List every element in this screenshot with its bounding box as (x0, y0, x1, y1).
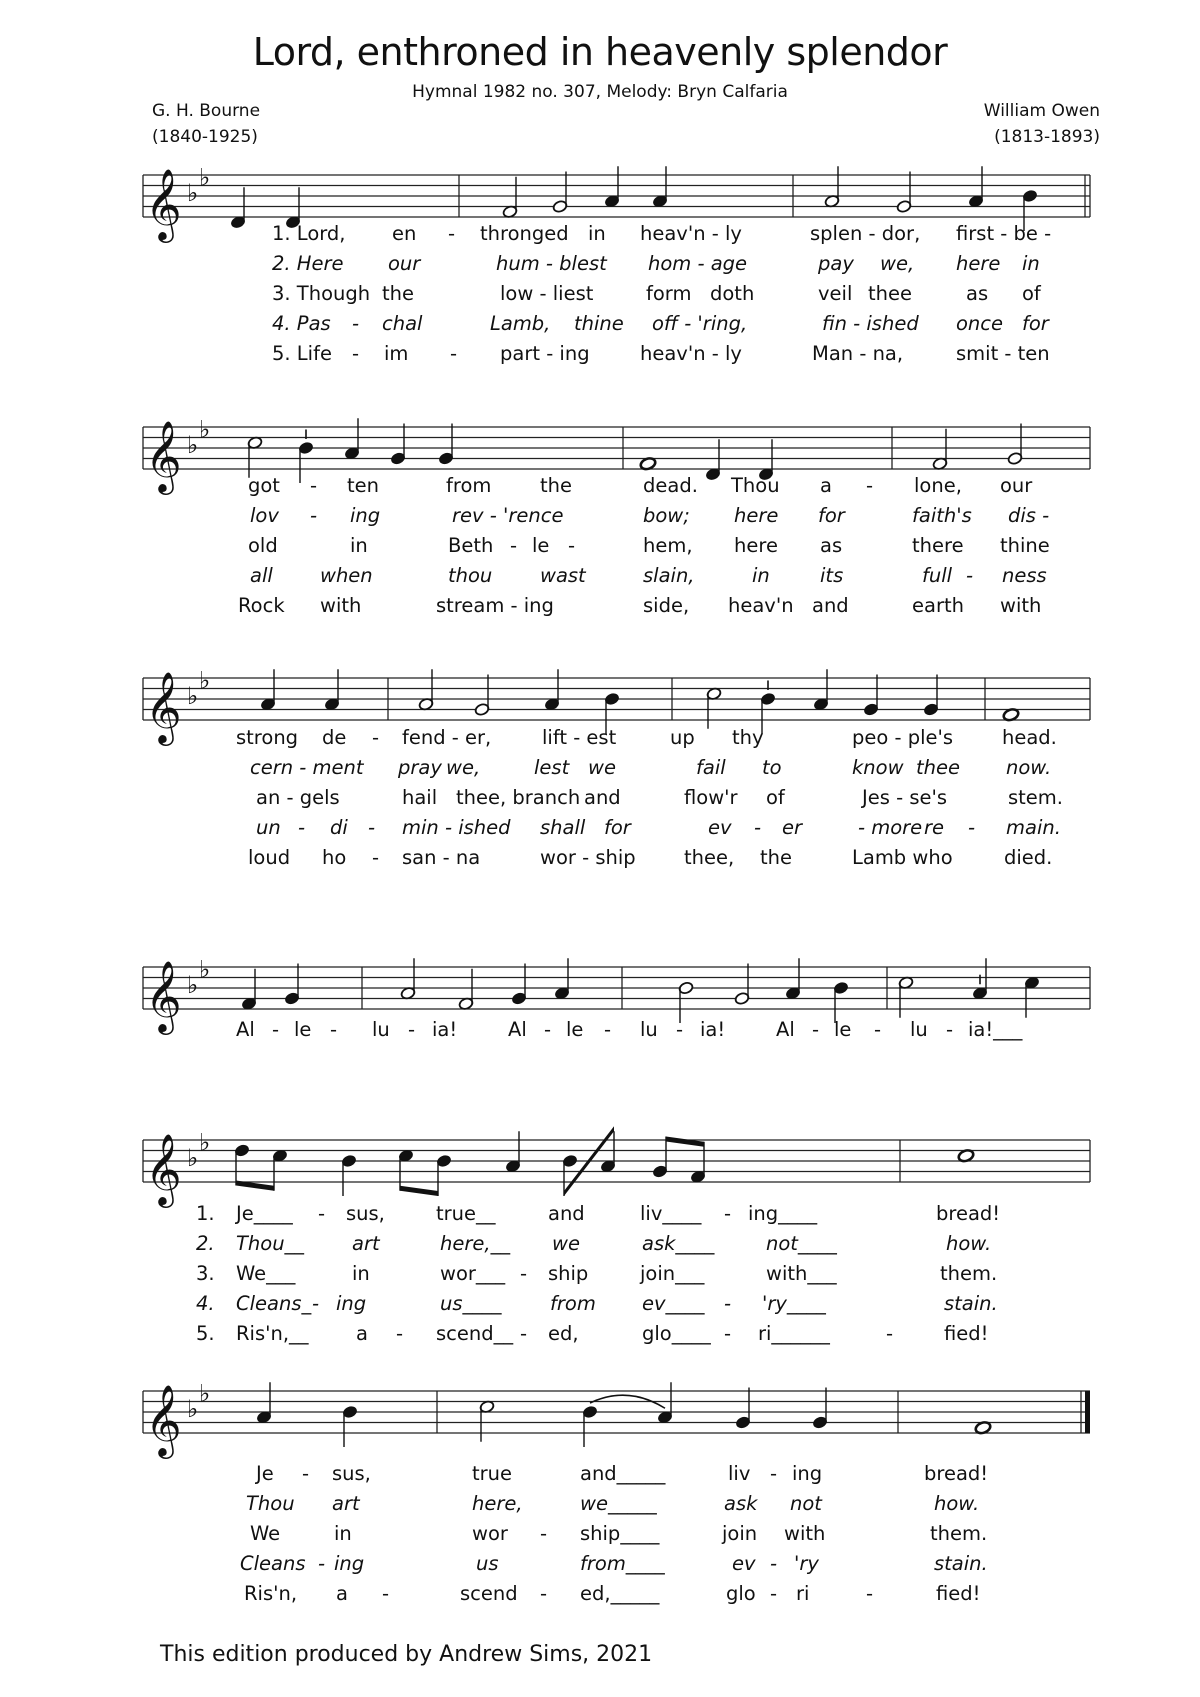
lyric-syllable: - (510, 534, 518, 557)
lyric-syllable: all (250, 564, 273, 587)
words-author: G. H. Bourne (152, 101, 261, 121)
lyric-syllable: thee, branch (456, 786, 581, 809)
edition-credit: This edition produced by Andrew Sims, 2021 (160, 1642, 653, 1667)
flat-icon: ♭ (187, 682, 199, 710)
lyric-syllable: hail (402, 786, 438, 809)
treble-clef-icon: 𝄞 (145, 167, 182, 240)
lyric-syllable: splen - dor, (810, 222, 921, 245)
lyric-syllable: fied! (936, 1582, 981, 1605)
lyric-syllable: our (1000, 474, 1033, 497)
lyric-syllable: the (540, 474, 573, 497)
lyric-syllable: bow; (643, 504, 690, 527)
lyric-syllable: thine (1000, 534, 1050, 557)
lyric-syllable: and (584, 786, 621, 809)
lyric-syllable: er (782, 816, 803, 839)
lyric-syllable: hom - age (648, 252, 748, 275)
lyric-syllable: thee (916, 756, 960, 779)
lyric-syllable: slain, (643, 564, 695, 587)
beam (400, 1186, 438, 1196)
lyric-syllable: once (956, 312, 1004, 335)
lyric-syllable: dis - (1008, 504, 1050, 527)
lyric-syllable: ri (796, 1582, 810, 1605)
lyric-syllable: Rock (238, 594, 285, 617)
lyric-syllable: - (368, 816, 376, 839)
lyric-syllable: of (1022, 282, 1041, 305)
lyric-syllable: Man - na, (812, 342, 904, 365)
lyric-syllable: - (724, 1322, 732, 1345)
lyric-syllable: rev - 'rence (452, 504, 564, 527)
lyric-syllable: in (588, 222, 606, 245)
lyric-syllable: 'ry (794, 1552, 819, 1575)
lyric-syllable: - (770, 1582, 778, 1605)
hymn-subtitle: Hymnal 1982 no. 307, Melody: Bryn Calfaria (412, 82, 788, 102)
lyric-syllable: got (248, 474, 280, 497)
lyric-syllable: - (372, 846, 380, 869)
lyric-syllable: cern - ment (250, 756, 364, 779)
lyric-syllable: fail (696, 756, 726, 779)
music-years: (1813-1893) (994, 127, 1100, 147)
lyric-syllable: - (946, 1018, 954, 1041)
lyric-syllable: ri______ (758, 1322, 830, 1345)
lyric-syllable: - (318, 1552, 326, 1575)
lyric-syllable: first - be - (956, 222, 1052, 245)
lyric-syllable: 1. (196, 1202, 215, 1225)
treble-clef-icon: 𝄞 (145, 1383, 182, 1456)
lyric-syllable: died. (1004, 846, 1053, 869)
lyric-syllable: - (310, 474, 318, 497)
treble-clef-icon: 𝄞 (145, 959, 182, 1032)
lyric-syllable: we (588, 756, 616, 779)
lyric-syllable: le (532, 534, 550, 557)
lyric-syllable: not (790, 1492, 822, 1515)
lyric-syllable: - (604, 1018, 612, 1041)
lyric-syllable: in (1022, 252, 1040, 275)
lyric-syllable: chal (382, 312, 423, 335)
flat-icon: ♭ (199, 415, 211, 444)
lyric-syllable: ask (724, 1492, 758, 1515)
lyric-syllable: - (770, 1552, 778, 1575)
lyric-syllable: - (330, 1018, 338, 1041)
lyric-syllable: - (396, 1322, 404, 1345)
flat-icon: ♭ (187, 971, 199, 999)
lyric-syllable: - (886, 1322, 894, 1345)
lyric-syllable: - (676, 1018, 684, 1041)
lyric-syllable: we, (880, 252, 915, 275)
lyric-syllable: veil (818, 282, 853, 305)
lyric-syllable: stain. (934, 1552, 988, 1575)
lyric-syllable: bread! (936, 1202, 1001, 1225)
lyric-syllable: pray (398, 756, 442, 779)
lyric-syllable: doth (710, 282, 755, 305)
lyric-syllable: not____ (766, 1232, 837, 1255)
lyric-syllable: wor___ (440, 1262, 506, 1285)
lyric-syllable: - (568, 534, 576, 557)
words-years: (1840-1925) (152, 127, 258, 147)
lyric-syllable: stem. (1008, 786, 1063, 809)
lyric-syllable: - (302, 1462, 310, 1485)
lyric-syllable: ask____ (642, 1232, 715, 1255)
lyric-syllable: ing (336, 1292, 367, 1315)
lyric-syllable: - (352, 312, 360, 335)
lyric-syllable: ev____ (642, 1292, 705, 1315)
lyric-syllable: them. (940, 1262, 998, 1285)
lyric-syllable: thee, (684, 846, 735, 869)
flat-icon: ♭ (187, 1144, 199, 1172)
lyric-syllable: 5. (196, 1322, 215, 1345)
lyric-syllable: its (820, 564, 844, 587)
lyric-syllable: sus, (346, 1202, 385, 1225)
lyric-syllable: 3. Though (272, 282, 371, 305)
flat-icon: ♭ (187, 179, 199, 207)
lyric-syllable: loud (248, 846, 291, 869)
lyric-syllable: here, (472, 1492, 523, 1515)
lyric-syllable: Al (236, 1018, 255, 1041)
lyric-syllable: liv____ (640, 1202, 702, 1225)
lyric-syllable: in (350, 534, 368, 557)
lyric-syllable: heav'n - ly (640, 222, 742, 245)
treble-clef-icon: 𝄞 (145, 1132, 182, 1205)
lyric-syllable: di (330, 816, 348, 839)
lyric-syllable: Al (776, 1018, 795, 1041)
lyric-syllable: join (722, 1522, 758, 1545)
lyric-syllable: We___ (236, 1262, 296, 1285)
lyric-syllable: - (540, 1582, 548, 1605)
lyric-syllable: glo____ (642, 1322, 711, 1345)
lyric-syllable: fied! (944, 1322, 989, 1345)
lyric-syllable: stain. (944, 1292, 998, 1315)
lyric-syllable: art (352, 1232, 380, 1255)
lyric-syllable: en (392, 222, 417, 245)
lyric-syllable: Lamb who (852, 846, 953, 869)
lyric-syllable: and (812, 594, 849, 617)
lyric-syllable: - (866, 474, 874, 497)
lyric-syllable: for (1022, 312, 1049, 335)
lyric-syllable: the (760, 846, 793, 869)
lyric-syllable: - (448, 222, 456, 245)
lyric-syllable: from (550, 1292, 596, 1315)
lyric-syllable: lone, (914, 474, 962, 497)
lyric-syllable: for (818, 504, 845, 527)
lyric-syllable: here (734, 534, 778, 557)
lyric-syllable: thronged (480, 222, 569, 245)
lyric-syllable: we, (446, 756, 481, 779)
lyric-syllable: thy (732, 726, 764, 749)
flat-icon: ♭ (199, 1379, 211, 1408)
lyric-syllable: ship____ (580, 1522, 660, 1545)
lyric-syllable: Thou (731, 474, 780, 497)
lyric-syllable: we (552, 1232, 580, 1255)
lyric-syllable: here (956, 252, 1001, 275)
hymn-title: Lord, enthroned in heavenly splendor (252, 30, 948, 74)
lyric-syllable: ing (350, 504, 381, 527)
lyric-syllable: up (670, 726, 695, 749)
lyric-syllable: Al (508, 1018, 527, 1041)
lyric-syllable: - (408, 1018, 416, 1041)
lyric-syllable: lu (372, 1018, 390, 1041)
lyric-syllable: for (604, 816, 631, 839)
lyric-syllable: min - ished (402, 816, 511, 839)
lyric-syllable: Thou (246, 1492, 295, 1515)
lyric-syllable: le (834, 1018, 852, 1041)
lyric-syllable: fend - er, (402, 726, 492, 749)
lyric-syllable: true (472, 1462, 513, 1485)
lyric-syllable: form (646, 282, 692, 305)
lyric-syllable: in (352, 1262, 370, 1285)
lyric-syllable: - (866, 1582, 874, 1605)
lyric-syllable: in (334, 1522, 352, 1545)
lyric-syllable: 4. Pas (272, 312, 331, 335)
lyric-syllable: us (476, 1552, 499, 1575)
lyric-syllable: 3. (196, 1262, 215, 1285)
lyric-syllable: lest (534, 756, 570, 779)
lyric-syllable: - (812, 1018, 820, 1041)
lyric-syllable: - (318, 1202, 326, 1225)
lyric-syllable: we_____ (580, 1492, 657, 1515)
lyric-syllable: as (820, 534, 843, 557)
lyric-syllable: now. (1006, 756, 1052, 779)
lyric-syllable: here (734, 504, 779, 527)
lyric-syllable: ing____ (748, 1202, 818, 1225)
lyric-syllable: 4. (196, 1292, 215, 1315)
lyric-syllable: wast (540, 564, 586, 587)
lyric-syllable: - (754, 816, 762, 839)
lyric-syllable: and_____ (580, 1462, 666, 1485)
lyric-syllable: ed,_____ (580, 1582, 660, 1605)
lyric-syllable: heav'n (728, 594, 794, 617)
lyric-syllable: - (312, 1292, 320, 1315)
lyric-syllable: Je (256, 1462, 274, 1485)
lyric-syllable: 'ry____ (762, 1292, 826, 1315)
lyric-syllable: with (320, 594, 362, 617)
lyric-syllable: as (966, 282, 989, 305)
lyric-syllable: art (332, 1492, 360, 1515)
flat-icon: ♭ (187, 431, 199, 459)
lyric-syllable: - (540, 1522, 548, 1545)
lyric-syllable: thou (448, 564, 493, 587)
lyric-syllable: our (388, 252, 421, 275)
flat-icon: ♭ (199, 1128, 211, 1157)
lyric-syllable: glo (726, 1582, 756, 1605)
lyric-syllable: scend__ (436, 1322, 514, 1345)
lyric-syllable: lu (910, 1018, 928, 1041)
lyric-syllable: de (322, 726, 347, 749)
lyric-syllable: earth (912, 594, 964, 617)
lyric-syllable: an - gels (256, 786, 340, 809)
lyric-syllable: 2. (196, 1232, 215, 1255)
lyric-syllable: le (294, 1018, 312, 1041)
lyric-syllable: a (336, 1582, 348, 1605)
lyric-syllable: fin - ished (822, 312, 919, 335)
lyric-syllable: here,__ (440, 1232, 511, 1255)
flat-icon: ♭ (199, 163, 211, 192)
lyric-syllable: ia! (700, 1018, 726, 1041)
lyric-syllable: flow'r (684, 786, 738, 809)
lyric-syllable: thee (868, 282, 912, 305)
beam (666, 1137, 704, 1147)
lyric-syllable: - (544, 1018, 552, 1041)
lyric-syllable: head. (1002, 726, 1057, 749)
lyric-syllable: 1. Lord, (272, 222, 346, 245)
lyric-syllable: main. (1006, 816, 1061, 839)
lyric-syllable: ia! (432, 1018, 458, 1041)
flat-icon: ♭ (199, 666, 211, 695)
lyric-syllable: hem, (643, 534, 693, 557)
lyric-syllable: - (520, 1322, 528, 1345)
lyric-syllable: a (820, 474, 832, 497)
lyric-syllable: true__ (436, 1202, 496, 1225)
lyric-syllable: how. (934, 1492, 980, 1515)
lyric-syllable: - (968, 816, 976, 839)
lyric-syllable: lift - est (542, 726, 617, 749)
lyric-syllable: off - 'ring, (652, 312, 748, 335)
music-author: William Owen (983, 101, 1100, 121)
lyric-syllable: im (384, 342, 409, 365)
lyric-syllable: wor - ship (540, 846, 636, 869)
lyric-syllable: ing (334, 1552, 365, 1575)
lyric-syllable: bread! (924, 1462, 989, 1485)
lyric-syllable: there (912, 534, 964, 557)
lyric-syllable: faith's (912, 504, 972, 527)
lyric-syllable: in (752, 564, 770, 587)
lyric-syllable: and (548, 1202, 585, 1225)
lyric-syllable: side, (643, 594, 690, 617)
lyric-syllable: Ris'n, (244, 1582, 298, 1605)
lyric-syllable: - (966, 564, 974, 587)
lyric-syllable: re (924, 816, 945, 839)
lyric-syllable: - (298, 816, 306, 839)
lyric-syllable: from (446, 474, 492, 497)
lyric-syllable: Beth (448, 534, 494, 557)
lyric-syllable: Jes - se's (862, 786, 948, 809)
lyric-syllable: liv (728, 1462, 751, 1485)
lyric-syllable: - (724, 1202, 732, 1225)
lyric-syllable: low - liest (500, 282, 594, 305)
lyric-syllable: dead. (643, 474, 698, 497)
flat-icon: ♭ (199, 955, 211, 984)
lyric-syllable: Cleans_ (236, 1292, 312, 1315)
lyric-syllable: them. (930, 1522, 988, 1545)
lyric-syllable: know (852, 756, 904, 779)
lyric-syllable: lov (250, 504, 279, 527)
lyric-syllable: peo - ple's (852, 726, 954, 749)
treble-clef-icon: 𝄞 (145, 419, 182, 492)
lyric-syllable: - (382, 1582, 390, 1605)
lyric-syllable: ship (548, 1262, 589, 1285)
lyric-syllable: a (356, 1322, 368, 1345)
lyric-syllable: Lamb, (490, 312, 551, 335)
lyric-syllable: - (352, 342, 360, 365)
lyric-syllable: part - ing (500, 342, 590, 365)
lyric-syllable: full (922, 564, 953, 587)
lyric-syllable: - (874, 1018, 882, 1041)
treble-clef-icon: 𝄞 (145, 670, 182, 743)
lyric-syllable: heav'n - ly (640, 342, 742, 365)
lyric-syllable: ness (1002, 564, 1047, 587)
lyric-syllable: Cleans (240, 1552, 306, 1575)
lyric-syllable: with (784, 1522, 826, 1545)
lyric-syllable: ten (347, 474, 380, 497)
lyric-syllable: scend (460, 1582, 518, 1605)
lyric-syllable: stream - ing (436, 594, 554, 617)
lyric-syllable: from____ (580, 1552, 665, 1575)
lyric-syllable: Je____ (236, 1202, 293, 1225)
lyric-syllable: sus, (332, 1462, 371, 1485)
lyric-syllable: strong (236, 726, 299, 749)
lyric-syllable: join___ (640, 1262, 705, 1285)
lyric-syllable: ev (732, 1552, 756, 1575)
lyric-syllable: 5. Life (272, 342, 332, 365)
lyric-syllable: Thou__ (236, 1232, 305, 1255)
lyric-syllable: pay (818, 252, 854, 275)
lyric-syllable: - (372, 726, 380, 749)
lyric-syllable: us____ (440, 1292, 502, 1315)
lyric-syllable: - (520, 1262, 528, 1285)
lyric-syllable: - (310, 504, 318, 527)
flat-icon: ♭ (187, 1395, 199, 1423)
lyric-syllable: lu (640, 1018, 658, 1041)
lyric-syllable: thine (574, 312, 624, 335)
lyric-syllable: old (248, 534, 278, 557)
lyric-syllable: ed, (548, 1322, 579, 1345)
lyric-syllable: shall (540, 816, 586, 839)
lyric-syllable: le (566, 1018, 584, 1041)
lyric-syllable: to (762, 756, 782, 779)
lyric-syllable: un (256, 816, 281, 839)
lyric-syllable: Ris'n,__ (236, 1322, 309, 1345)
lyric-syllable: - (724, 1292, 732, 1315)
lyric-syllable: with___ (766, 1262, 837, 1285)
lyric-syllable: - (770, 1462, 778, 1485)
lyric-syllable: - more (858, 816, 923, 839)
lyric-syllable: san - na (402, 846, 481, 869)
lyric-syllable: the (382, 282, 415, 305)
lyric-syllable: when (320, 564, 373, 587)
lyric-syllable: how. (946, 1232, 992, 1255)
final-barline-thick (1085, 1391, 1090, 1433)
lyric-syllable: 2. Here (272, 252, 344, 275)
lyric-syllable: We (250, 1522, 281, 1545)
lyric-syllable: smit - ten (956, 342, 1050, 365)
lyric-syllable: wor (472, 1522, 508, 1545)
lyric-syllable: of (766, 786, 785, 809)
lyric-syllable: ev (708, 816, 732, 839)
lyric-syllable: - (272, 1018, 280, 1041)
lyric-syllable: - (450, 342, 458, 365)
lyric-syllable: ho (322, 846, 347, 869)
lyric-syllable: with (1000, 594, 1042, 617)
lyric-syllable: hum - blest (496, 252, 607, 275)
lyric-syllable: ia!___ (968, 1018, 1023, 1041)
lyric-syllable: ing (792, 1462, 823, 1485)
